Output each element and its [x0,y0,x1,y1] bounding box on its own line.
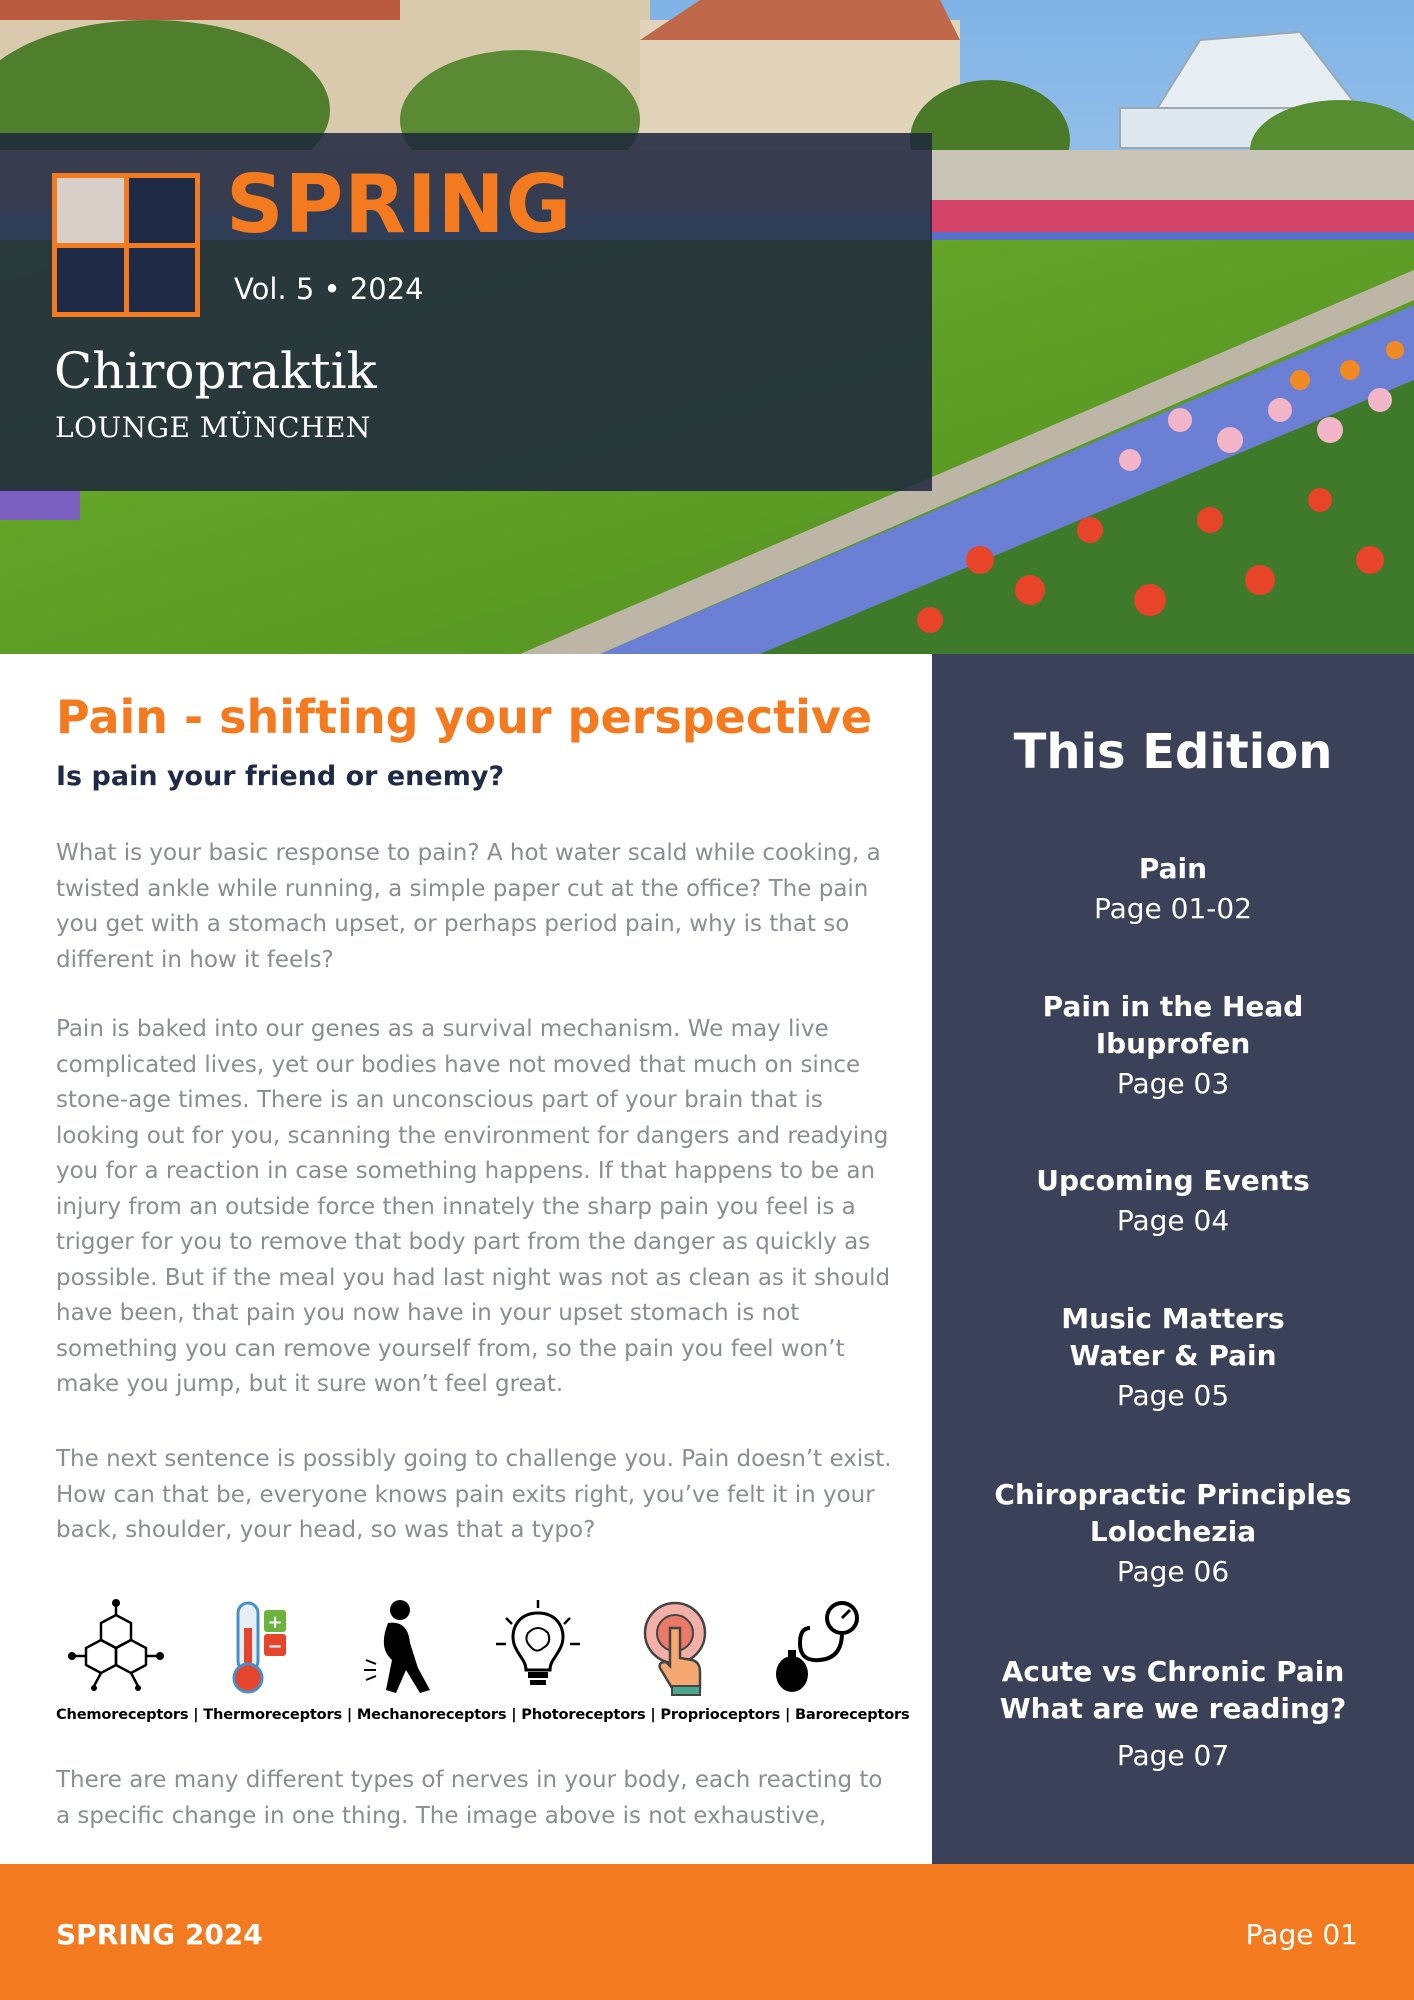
article-paragraph: Pain is baked into our genes as a survival mechanism. We may live complicated lives, yet our bodies have not moved that much on since stone-age times. There is an unconscious part of your brain that is looking out for you, scanning the environment for dangers and readying you for a reaction in case something happens. If that happens to be an injury from an outside force then innately the sharp pain you feel is a trigger for you to remove that body part from the danger as quickly as possible. But if the meal you had last night was not as clean as it should have been, that pain you now have in your upset stomach is not something you can remove yourself from, so the pain you feel won’t make you jump, but it sure won’t feel great. [56,1016,891,1397]
hurting-person-icon [348,1598,448,1698]
receptor-figure [56,1598,910,1728]
toc-item-pain[interactable] [932,850,1414,927]
article-paragraph: What is your basic response to pain? A hot water scald while cooking, a twisted ankle while running, a simple paper cut at the office? The pain you get with a stomach upset, or perhaps period pain, why is that so different in how it feels? [56,840,881,973]
toc-item-title: Pain [1138,852,1208,885]
toc-item-acute-vs-chronic[interactable] [932,1653,1414,1774]
logo-grid-icon [52,173,200,317]
toc-item-upcoming-events[interactable] [932,1162,1414,1239]
toc-item-title: Music Matters [1061,1302,1285,1335]
toc-item-title-second: Lolochezia [1089,1515,1257,1548]
page-footer [0,1864,1414,2000]
toc-item-title: Acute vs Chronic Pain [1001,1655,1345,1688]
toc-item-title: Pain in the Head [1042,990,1304,1023]
toc-item-page: Page 07 [1116,1739,1230,1772]
toc-item-page: Page 06 [1116,1555,1230,1588]
toc-item-page: Page 03 [1116,1067,1230,1100]
receptor-icon-row [56,1598,896,1698]
toc-item-chiropractic-principles[interactable] [932,1476,1414,1590]
toc-item-pain-in-the-head[interactable] [932,988,1414,1102]
article-paragraph: The next sentence is possibly going to challenge you. Pain doesn’t exist. How can that be, everyone knows pain exits right, you’ve felt it in your back, shoulder, your head, so was that a typo? [56,1446,892,1543]
brand-subtitle: LOUNGE MÜNCHEN [55,411,371,444]
volume-line: Vol. 5 • 2024 [234,272,424,306]
article-title: Pain - shifting your perspective [56,690,873,744]
finger-press-icon [630,1598,730,1698]
svg-text:+: + [267,1612,283,1633]
toc-item-page: Page 04 [1116,1204,1230,1237]
toc-item-title-second: Water & Pain [1069,1339,1277,1372]
toc-item-music-matters[interactable] [932,1300,1414,1414]
brand-logo-text: Chiropraktik [54,342,377,400]
toc-item-title-second: Ibuprofen [1095,1027,1251,1060]
blood-pressure-icon [770,1598,870,1698]
footer-edition: SPRING 2024 [56,1918,263,1951]
thermometer-icon [206,1598,306,1698]
article-subtitle: Is pain your friend or enemy? [56,761,505,793]
article-paragraph: There are many different types of nerves in your body, each reacting to a specific change in one thing. The image above is not exhaustive, [56,1767,883,1829]
this-edition-sidebar [932,654,1414,1864]
molecule-icon [66,1598,166,1698]
svg-text:−: − [267,1636,283,1657]
sidebar-heading: This Edition [1013,724,1333,780]
toc-item-page: Page 01-02 [1093,892,1253,925]
lightbulb-brain-icon [488,1598,588,1698]
receptor-caption: Chemoreceptors | Thermoreceptors | Mechanoreceptors | Photoreceptors | Proprioceptors | Baroreceptors [56,1706,910,1723]
toc-item-title: Upcoming Events [1036,1164,1310,1197]
toc-item-title: Chiropractic Principles [994,1478,1352,1511]
toc-item-title-second: What are we reading? [999,1692,1347,1725]
footer-page-number: Page 01 [1245,1918,1358,1951]
season-title: SPRING [226,158,573,251]
toc-item-page: Page 05 [1116,1379,1230,1412]
masthead-panel [0,133,932,491]
